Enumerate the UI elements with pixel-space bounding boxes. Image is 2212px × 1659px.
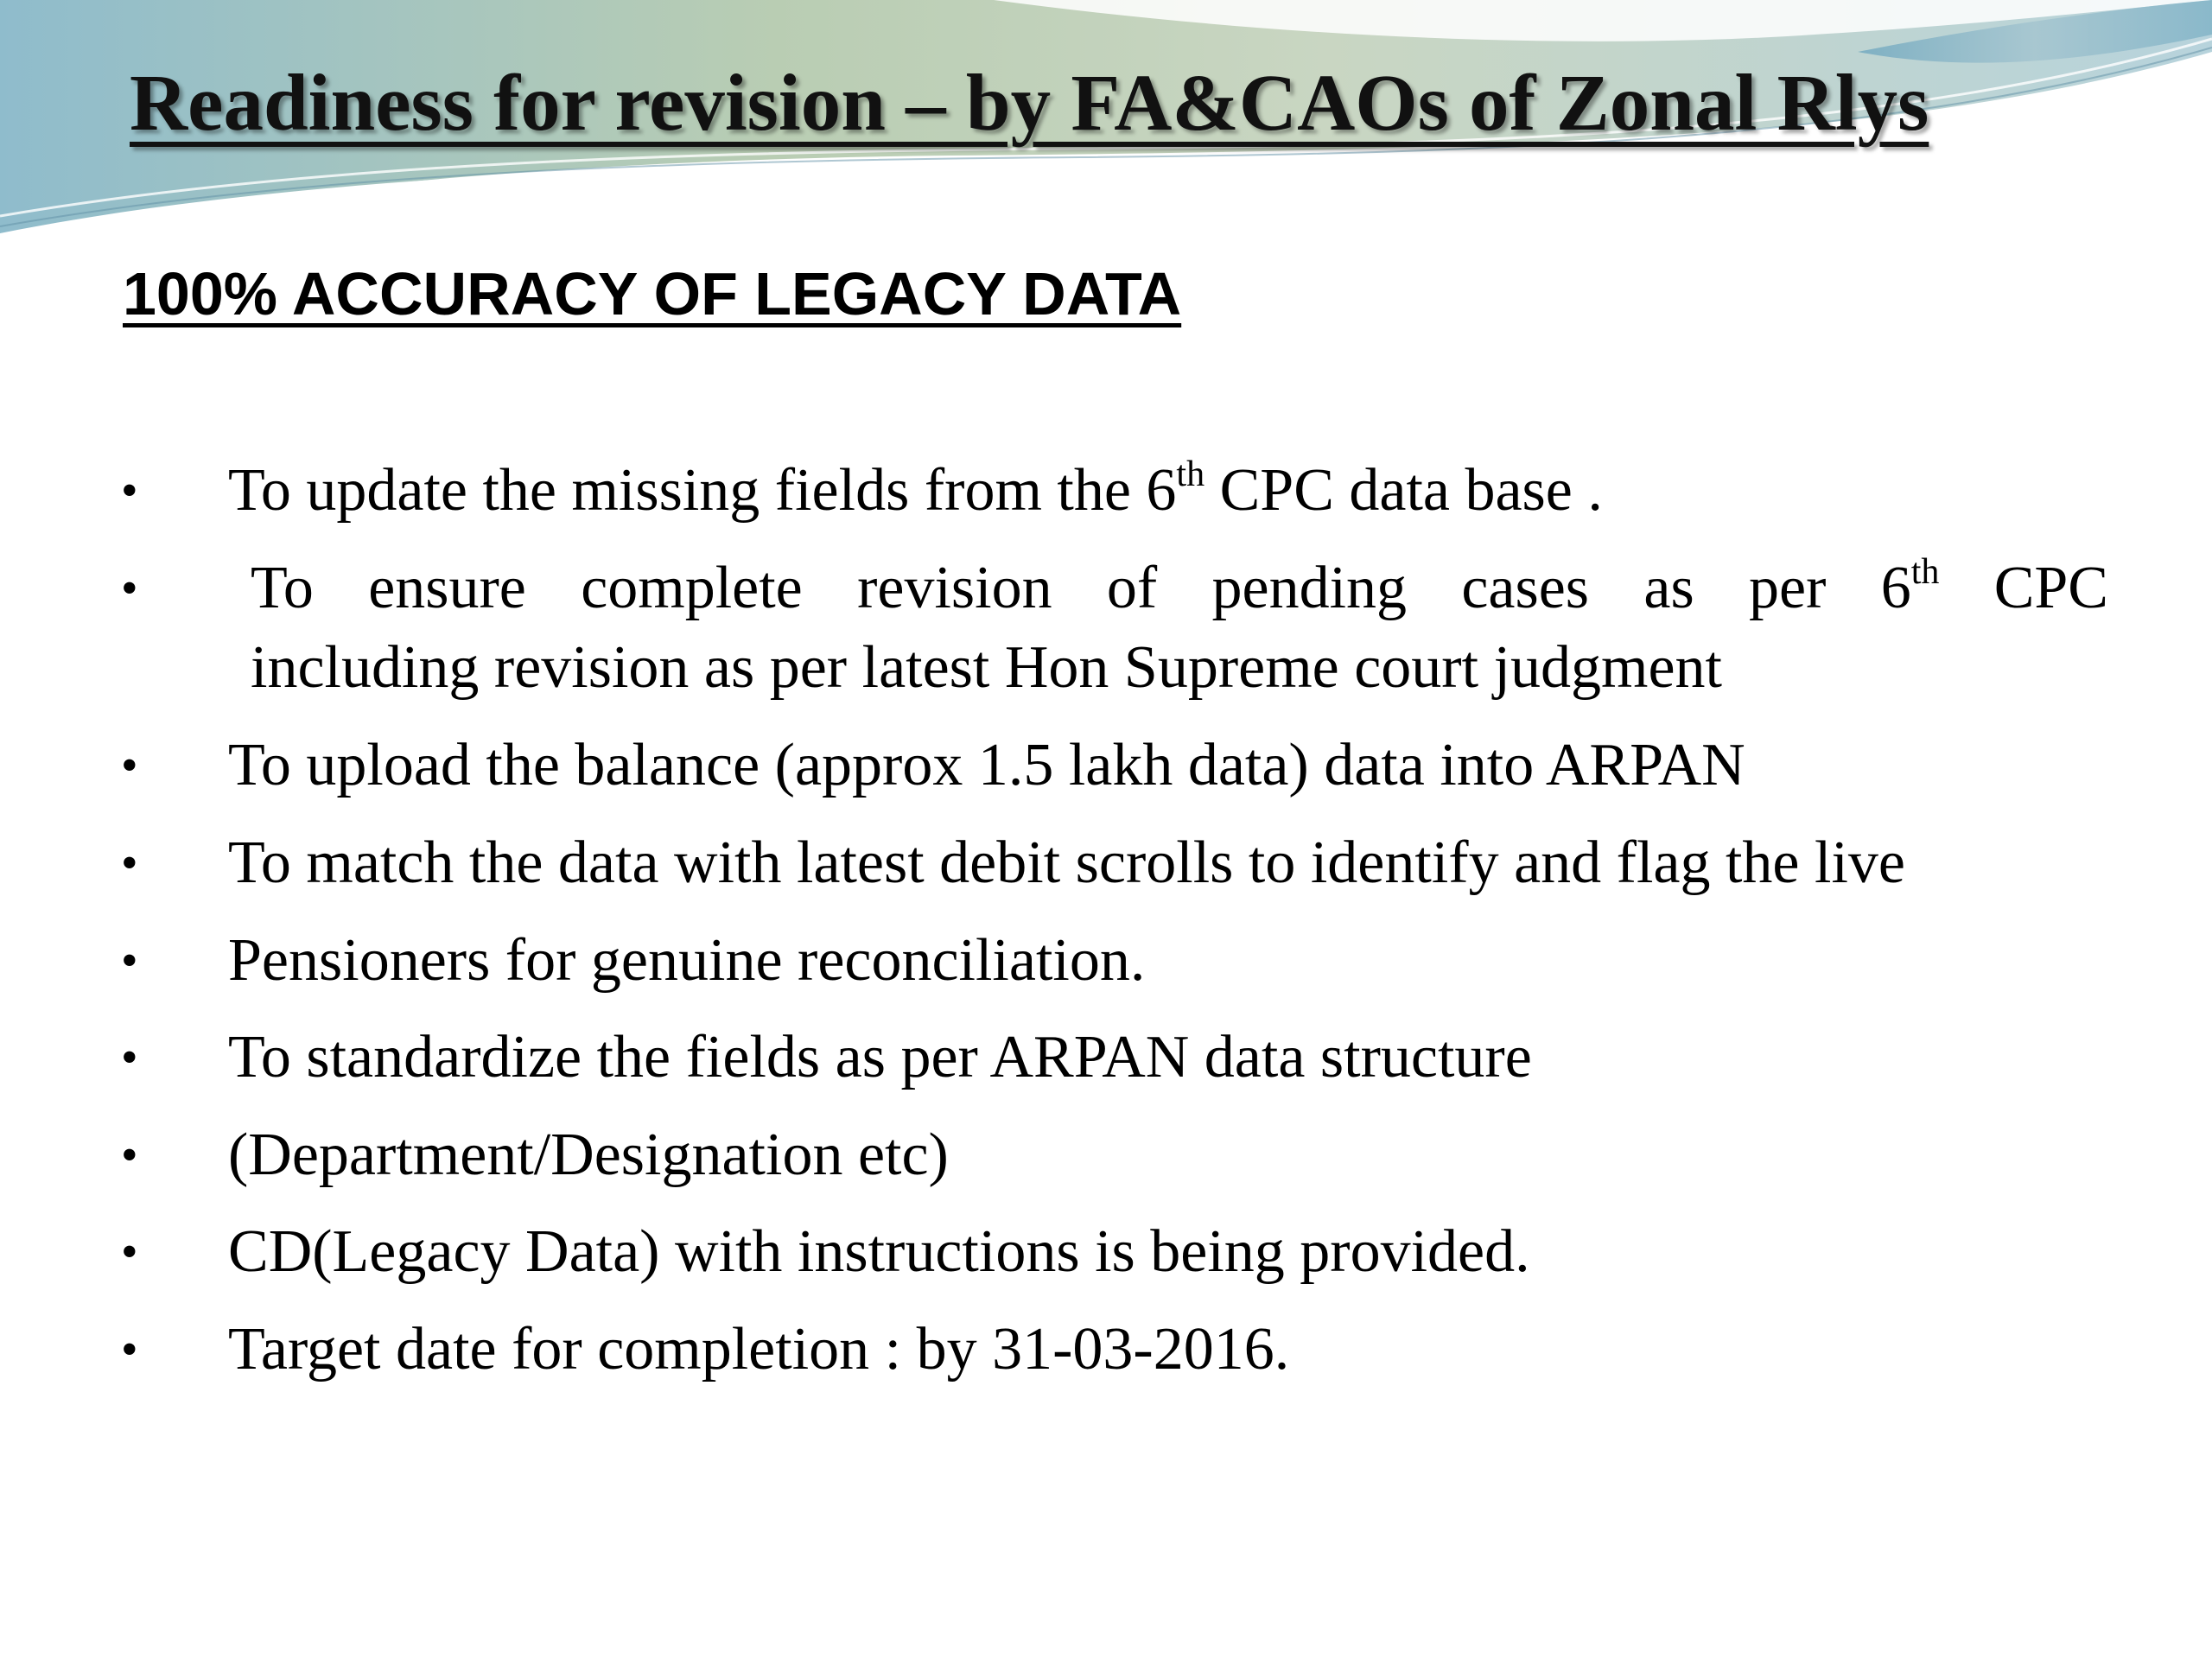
bullet-icon: • [121, 1225, 138, 1279]
bullet-text: To update the missing fields from the 6th CPC data base . [228, 454, 1603, 524]
bullet-text: To upload the balance (approx 1.5 lakh data) data into ARPAN [228, 732, 1745, 798]
bullet-icon: • [121, 934, 138, 988]
bullet-icon: • [121, 562, 138, 615]
bullet-text: To standardize the fields as per ARPAN data structure [228, 1024, 1532, 1090]
bullet-icon: • [121, 1323, 138, 1376]
section-heading: 100% ACCURACY OF LEGACY DATA [123, 260, 1182, 327]
bullet-icon: • [121, 739, 138, 792]
slide-title: Readiness for revision – by FA&CAOs of Zonal Rlys [130, 59, 1929, 148]
bullet-icon: • [121, 464, 138, 518]
bullet-text: (Department/Designation etc) [228, 1122, 949, 1188]
bullet-icon: • [121, 836, 138, 890]
bullet-icon: • [121, 1031, 138, 1084]
bullet-text: CD(Legacy Data) with instructions is being provided. [228, 1218, 1530, 1285]
bullet-text: To ensure complete revision of pending cases as per 6th CPC including revision as per latest Hon Supreme court judgment [251, 551, 2109, 701]
bullet-text: Pensioners for genuine reconciliation. [228, 927, 1146, 994]
bullet-text: To match the data with latest debit scrolls to identify and flag the live [228, 830, 1905, 896]
bullet-text: Target date for completion : by 31-03-2016. [228, 1316, 1290, 1382]
bullet-icon: • [121, 1128, 138, 1182]
